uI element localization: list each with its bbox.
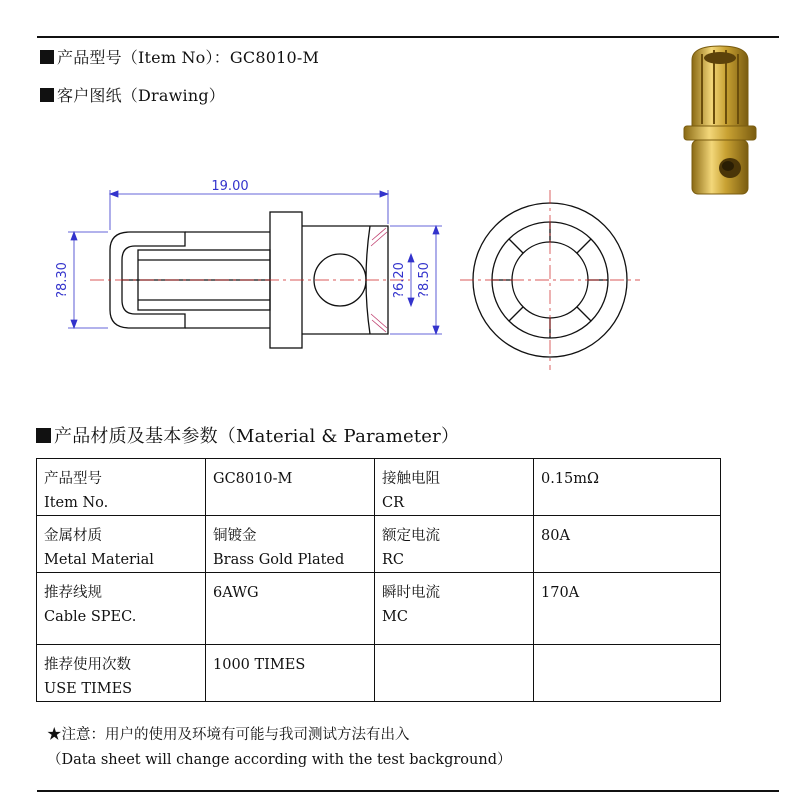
material-heading-label: 产品材质及基本参数（Material & Parameter） (54, 426, 460, 447)
product-heading (40, 45, 319, 68)
dim-length: 19.00 (211, 179, 249, 194)
dim-hole: ?6.20 (392, 262, 407, 298)
product-heading-label: 产品型号（Item No）：GC8010-M (57, 48, 320, 67)
bottom-rule (37, 790, 779, 792)
note-cn: ★注意：用户的使用及环境有可能与我司测试方法有出入 (47, 727, 410, 743)
connector-photo (670, 38, 770, 208)
row-label-en: Metal Material (44, 552, 154, 568)
dim-right-height: ?8.50 (417, 262, 432, 298)
row-label-en: Cable SPEC. (44, 609, 137, 625)
row-value: 6AWG (213, 585, 259, 601)
row-label-cn: 产品型号 (44, 471, 102, 487)
end-view-centerlines (460, 190, 640, 370)
table-row (37, 516, 721, 573)
param-value: 0.15mΩ (541, 471, 600, 487)
row-value: 铜镀金 (213, 528, 257, 544)
param-value: 170A (541, 585, 580, 601)
technical-drawing (50, 160, 670, 390)
bullet-square-icon (40, 88, 54, 102)
row-value: 1000 TIMES (213, 657, 306, 673)
param-label-cn: 接触电阻 (382, 471, 440, 487)
note-en: （Data sheet will change according with the test background） (47, 752, 512, 768)
material-heading (36, 422, 459, 448)
row-label-cn: 推荐使用次数 (44, 657, 131, 673)
spec-table (36, 458, 721, 702)
table-row (37, 573, 721, 645)
bullet-square-icon (40, 50, 54, 64)
param-label-en: CR (382, 495, 405, 511)
param-label-cn: 额定电流 (382, 528, 440, 544)
table-row (37, 459, 721, 516)
dim-left-height: ?8.30 (55, 262, 70, 298)
row-value: GC8010-M (213, 471, 293, 487)
row-label-cn: 金属材质 (44, 528, 102, 544)
bullet-square-icon (36, 428, 51, 443)
row-label-en: USE TIMES (44, 681, 133, 697)
dimensions (68, 190, 442, 334)
param-label-cn: 瞬时电流 (382, 585, 440, 601)
param-label-en: MC (382, 609, 408, 625)
top-rule (37, 36, 779, 38)
drawing-heading-label: 客户图纸（Drawing） (57, 86, 225, 105)
param-label-en: RC (382, 552, 405, 568)
table-row (37, 645, 721, 702)
row-value-en: Brass Gold Plated (213, 552, 345, 568)
row-label-en: Item No. (44, 495, 109, 511)
drawing-heading (40, 83, 225, 106)
row-label-cn: 推荐线规 (44, 585, 102, 601)
param-value: 80A (541, 528, 570, 544)
